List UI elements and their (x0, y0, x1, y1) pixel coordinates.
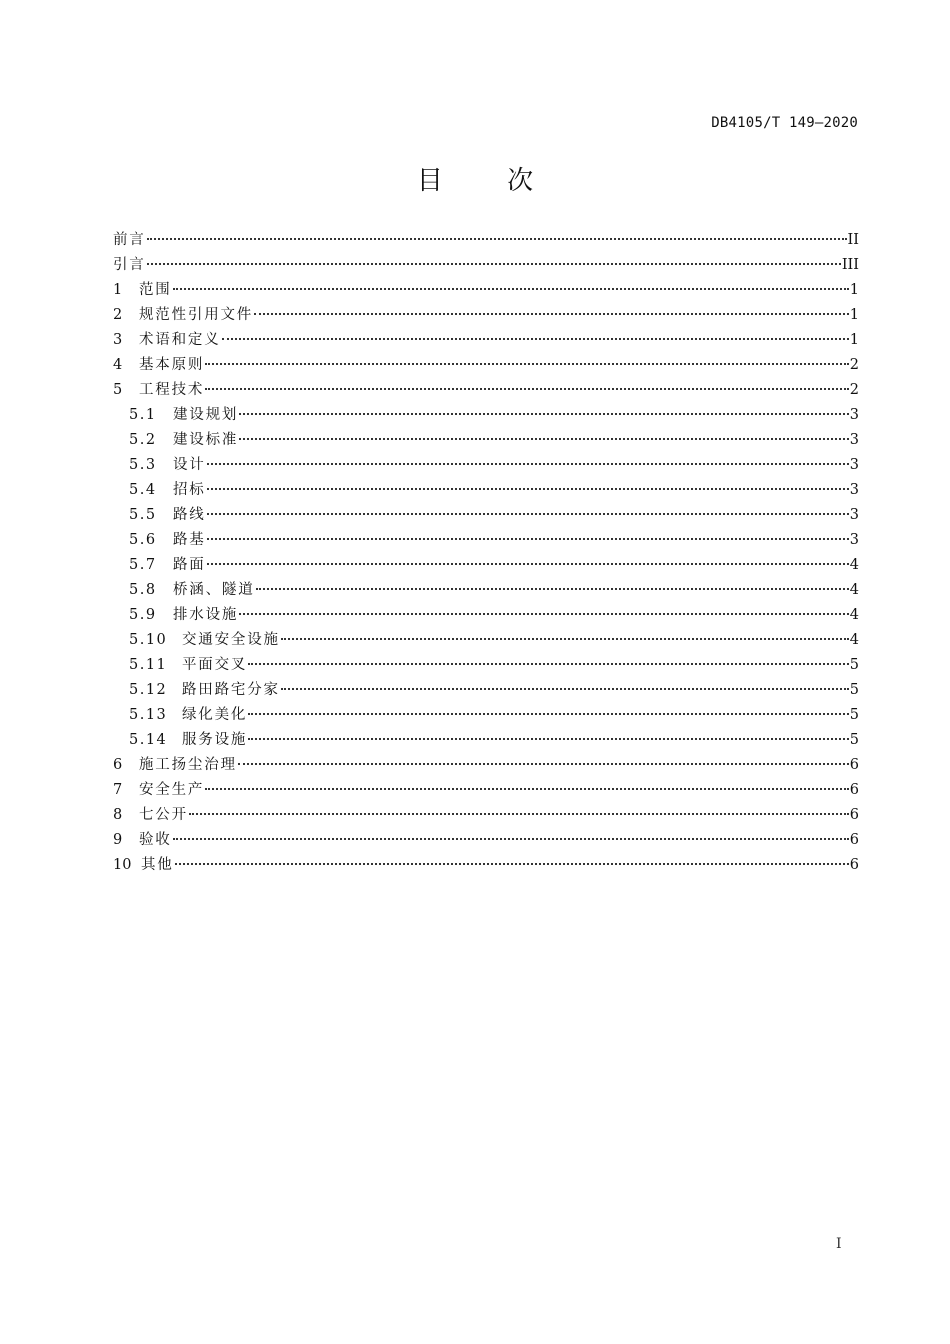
toc-entry-label: 招标 (173, 482, 206, 498)
toc-dot-leader (281, 688, 849, 690)
toc-entry-label: 路面 (173, 557, 206, 573)
toc-entry[interactable] (113, 478, 859, 503)
page-title: 目 次 (416, 166, 562, 196)
toc-entry-number: 5.8 (129, 582, 157, 598)
toc-entry-number: 4 (113, 357, 123, 373)
toc-entry[interactable] (113, 453, 859, 478)
toc-entry-number: 9 (113, 832, 123, 848)
toc-entry-label: 七公开 (139, 807, 188, 823)
toc-entry-number: 5.4 (129, 482, 157, 498)
toc-entry-label: 引言 (113, 257, 146, 273)
toc-entry[interactable] (113, 403, 859, 428)
toc-entry[interactable] (113, 753, 859, 778)
toc-entry[interactable] (113, 628, 859, 653)
toc-entry-page: 2 (849, 382, 859, 398)
toc-dot-leader (254, 313, 849, 315)
document-code: DB4105/T 149—2020 (711, 115, 858, 131)
toc-entry[interactable] (113, 603, 859, 628)
toc-entry-label: 术语和定义 (139, 332, 221, 348)
toc-entry-label: 建设标准 (173, 432, 239, 448)
toc-entry[interactable] (113, 728, 859, 753)
page-number: I (836, 1236, 842, 1252)
toc-entry[interactable] (113, 428, 859, 453)
toc-entry[interactable] (113, 328, 859, 353)
toc-entry-label: 路线 (173, 507, 206, 523)
toc-entry-label: 排水设施 (173, 607, 239, 623)
toc-entry[interactable] (113, 828, 859, 853)
toc-entry-page: 5 (849, 682, 859, 698)
toc-dot-leader (175, 863, 849, 865)
toc-entry-label: 施工扬尘治理 (139, 757, 237, 773)
toc-dot-leader (248, 738, 849, 740)
toc-entry-label: 交通安全设施 (182, 632, 280, 648)
toc-dot-leader (248, 663, 849, 665)
toc-entry-label: 建设规划 (173, 407, 239, 423)
toc-entry-number: 5 (113, 382, 123, 398)
toc-dot-leader (205, 363, 849, 365)
toc-entry-page: 5 (849, 657, 859, 673)
toc-entry-number: 5.14 (129, 732, 168, 748)
toc-dot-leader (281, 638, 849, 640)
toc-entry-number: 1 (113, 282, 123, 298)
toc-entry-label: 绿化美化 (182, 707, 248, 723)
toc-entry-number: 5.11 (129, 657, 168, 673)
toc-dot-leader (248, 713, 849, 715)
toc-entry[interactable] (113, 303, 859, 328)
toc-entry-number: 5.12 (129, 682, 168, 698)
toc-entry-page: 3 (849, 532, 859, 548)
toc-dot-leader (207, 563, 849, 565)
toc-dot-leader (239, 438, 849, 440)
toc-entry-number: 5.1 (129, 407, 157, 423)
toc-entry-label: 前言 (113, 232, 146, 248)
toc-entry-page: 6 (849, 757, 859, 773)
table-of-contents (113, 228, 859, 878)
toc-entry-page: 5 (849, 732, 859, 748)
toc-entry-number: 10 (113, 857, 132, 873)
toc-entry-page: 3 (849, 407, 859, 423)
toc-dot-leader (256, 588, 849, 590)
toc-dot-leader (147, 238, 847, 240)
toc-entry-label: 安全生产 (139, 782, 205, 798)
toc-entry-page: 3 (849, 432, 859, 448)
toc-entry-page: 3 (849, 507, 859, 523)
toc-dot-leader (205, 388, 849, 390)
toc-dot-leader (239, 413, 849, 415)
toc-entry-label: 工程技术 (139, 382, 205, 398)
toc-dot-leader (173, 288, 849, 290)
toc-entry-label: 基本原则 (139, 357, 205, 373)
toc-entry[interactable] (113, 653, 859, 678)
toc-entry-label: 路基 (173, 532, 206, 548)
toc-entry-page: 6 (849, 857, 859, 873)
toc-entry[interactable] (113, 378, 859, 403)
toc-entry-label: 路田路宅分家 (182, 682, 280, 698)
toc-entry-number: 5.2 (129, 432, 157, 448)
toc-entry-page: 6 (849, 782, 859, 798)
toc-entry[interactable] (113, 353, 859, 378)
toc-entry-label: 规范性引用文件 (139, 307, 254, 323)
toc-entry[interactable] (113, 228, 859, 253)
toc-entry-page: II (847, 232, 859, 248)
toc-entry[interactable] (113, 253, 859, 278)
toc-dot-leader (222, 338, 849, 340)
toc-entry[interactable] (113, 703, 859, 728)
toc-entry[interactable] (113, 528, 859, 553)
toc-entry-page: 1 (849, 332, 859, 348)
toc-entry[interactable] (113, 503, 859, 528)
toc-entry[interactable] (113, 278, 859, 303)
toc-entry-label: 其他 (141, 857, 174, 873)
toc-entry[interactable] (113, 678, 859, 703)
toc-entry[interactable] (113, 553, 859, 578)
toc-dot-leader (239, 613, 849, 615)
toc-entry-number: 5.5 (129, 507, 157, 523)
toc-entry-number: 5.7 (129, 557, 157, 573)
toc-dot-leader (207, 463, 849, 465)
toc-entry-page: 2 (849, 357, 859, 373)
toc-entry-page: 4 (849, 632, 859, 648)
toc-entry-number: 8 (113, 807, 123, 823)
toc-entry-number: 5.9 (129, 607, 157, 623)
toc-entry-page: 4 (849, 607, 859, 623)
toc-entry-number: 5.10 (129, 632, 168, 648)
toc-entry-number: 3 (113, 332, 123, 348)
toc-entry[interactable] (113, 853, 859, 878)
toc-dot-leader (207, 513, 849, 515)
toc-entry-page: 3 (849, 482, 859, 498)
toc-entry-page: 6 (849, 832, 859, 848)
toc-entry-number: 5.3 (129, 457, 157, 473)
toc-dot-leader (205, 788, 849, 790)
toc-entry-label: 桥涵、隧道 (173, 582, 255, 598)
toc-entry[interactable] (113, 803, 859, 828)
toc-entry-label: 平面交叉 (182, 657, 248, 673)
toc-entry-page: 3 (849, 457, 859, 473)
toc-entry-number: 7 (113, 782, 123, 798)
toc-entry-page: 1 (849, 307, 859, 323)
toc-entry-number: 5.6 (129, 532, 157, 548)
toc-entry-page: 1 (849, 282, 859, 298)
toc-dot-leader (238, 763, 849, 765)
toc-entry-page: 5 (849, 707, 859, 723)
toc-entry-page: 4 (849, 582, 859, 598)
toc-entry[interactable] (113, 578, 859, 603)
toc-dot-leader (189, 813, 849, 815)
toc-entry[interactable] (113, 778, 859, 803)
toc-entry-number: 6 (113, 757, 123, 773)
toc-dot-leader (147, 263, 841, 265)
toc-entry-number: 5.13 (129, 707, 168, 723)
toc-entry-page: 6 (849, 807, 859, 823)
toc-entry-label: 范围 (139, 282, 172, 298)
toc-entry-label: 服务设施 (182, 732, 248, 748)
toc-entry-number: 2 (113, 307, 123, 323)
toc-dot-leader (207, 488, 849, 490)
toc-entry-label: 验收 (139, 832, 172, 848)
toc-dot-leader (207, 538, 849, 540)
toc-entry-label: 设计 (173, 457, 206, 473)
toc-dot-leader (173, 838, 849, 840)
toc-entry-page: III (841, 257, 859, 273)
toc-entry-page: 4 (849, 557, 859, 573)
